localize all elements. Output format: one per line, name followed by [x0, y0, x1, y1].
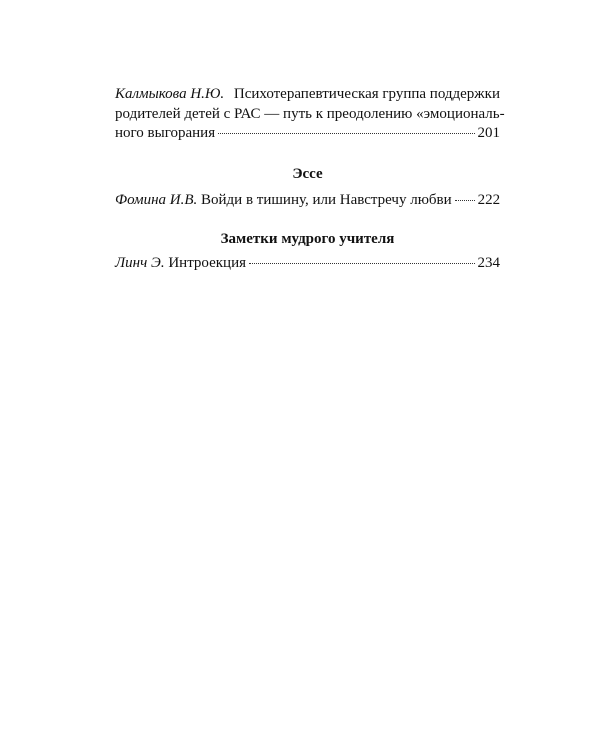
entry-title: Войди в тишину, или Навстречу любви	[201, 191, 452, 208]
entry-title-part-3: ного выгорания	[115, 125, 216, 141]
dot-leader	[455, 200, 475, 201]
entry-author: Линч Э.	[115, 255, 165, 271]
entry-line-1	[115, 191, 500, 211]
toc-entry-linch[interactable]	[115, 254, 500, 274]
toc-entry-kalmykova[interactable]	[115, 85, 505, 144]
dot-leader	[218, 133, 474, 134]
entry-line-1	[115, 85, 500, 105]
entry-page-number: 222	[477, 191, 501, 208]
toc-entry-fomina[interactable]	[115, 191, 500, 211]
entry-line-3	[115, 124, 500, 144]
section-title-esse: Эссе	[292, 165, 323, 182]
entry-page-number: 201	[477, 125, 500, 141]
dot-leader	[249, 263, 474, 264]
section-title-zametki: Заметки мудрого учителя	[220, 231, 395, 247]
entry-line-2	[115, 105, 505, 125]
entry-line-1	[115, 254, 500, 274]
toc-content	[115, 85, 505, 274]
entry-author: Фомина И.В.	[115, 191, 198, 208]
entry-author: Калмыкова Н.Ю.	[115, 86, 225, 102]
entry-title: Интроекция	[168, 255, 247, 271]
entry-title-part-1: Психотерапевтическая группа поддержки	[233, 86, 500, 102]
entry-title-part-2: родителей детей с РАС — путь к преодолению «эмоциональ-	[115, 105, 505, 122]
entry-page-number: 234	[477, 255, 500, 271]
